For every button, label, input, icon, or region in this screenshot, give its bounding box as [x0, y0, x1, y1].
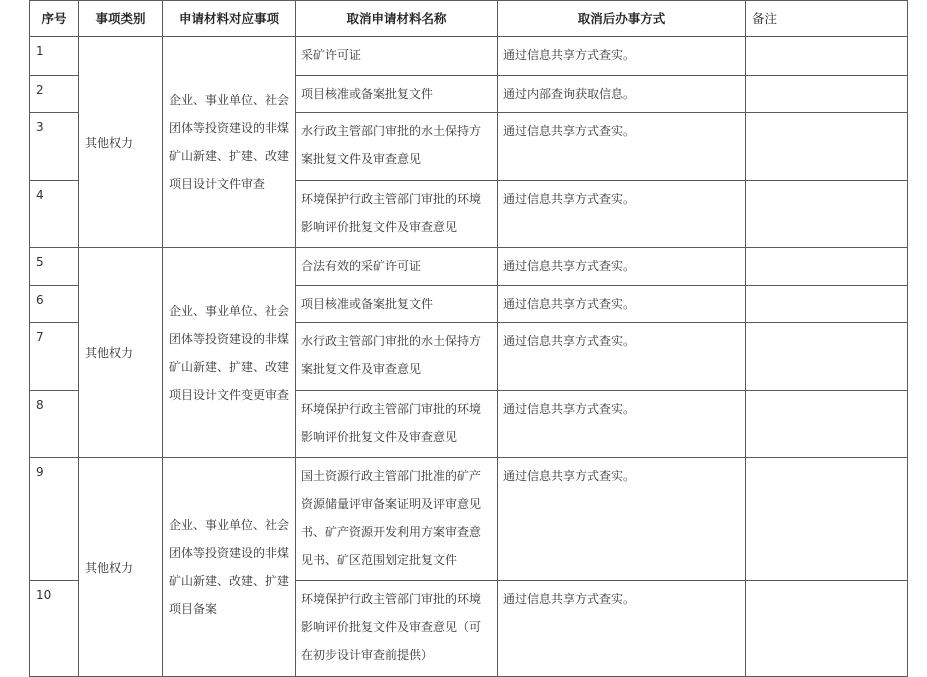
materials-table — [29, 0, 908, 677]
row-material: 环境保护行政主管部门审批的环境影响评价批复文件及审查意见 — [296, 181, 498, 248]
header-matter: 申请材料对应事项 — [163, 1, 296, 37]
row-index: 6 — [30, 286, 79, 323]
table-row — [30, 458, 908, 581]
row-material: 项目核准或备案批复文件 — [296, 286, 498, 323]
row-note — [746, 37, 908, 76]
row-index: 7 — [30, 323, 79, 391]
row-index: 3 — [30, 113, 79, 181]
table-row — [30, 248, 908, 286]
row-method: 通过信息共享方式查实。 — [498, 286, 746, 323]
row-note — [746, 458, 908, 581]
row-method: 通过信息共享方式查实。 — [498, 248, 746, 286]
row-index: 4 — [30, 181, 79, 248]
row-note — [746, 76, 908, 113]
row-note — [746, 391, 908, 458]
row-method: 通过信息共享方式查实。 — [498, 113, 746, 181]
row-method: 通过信息共享方式查实。 — [498, 391, 746, 458]
row-material: 国土资源行政主管部门批准的矿产资源储量评审备案证明及评审意见书、矿产资源开发利用方案审查意见书、矿区范围划定批复文件 — [296, 458, 498, 581]
header-row — [30, 1, 908, 37]
row-method: 通过信息共享方式查实。 — [498, 323, 746, 391]
header-method: 取消后办事方式 — [498, 1, 746, 37]
row-note — [746, 286, 908, 323]
row-note — [746, 248, 908, 286]
row-note — [746, 113, 908, 181]
row-note — [746, 581, 908, 677]
row-material: 合法有效的采矿许可证 — [296, 248, 498, 286]
row-category: 其他权力 — [79, 458, 163, 677]
row-material: 水行政主管部门审批的水土保持方案批复文件及审查意见 — [296, 323, 498, 391]
row-method: 通过信息共享方式查实。 — [498, 581, 746, 677]
row-matter: 企业、事业单位、社会团体等投资建设的非煤矿山新建、扩建、改建项目设计文件变更审查 — [163, 248, 296, 458]
row-material: 环境保护行政主管部门审批的环境影响评价批复文件及审查意见 — [296, 391, 498, 458]
row-material: 环境保护行政主管部门审批的环境影响评价批复文件及审查意见（可在初步设计审查前提供） — [296, 581, 498, 677]
row-category: 其他权力 — [79, 37, 163, 248]
row-method: 通过信息共享方式查实。 — [498, 181, 746, 248]
row-index: 1 — [30, 37, 79, 76]
row-matter: 企业、事业单位、社会团体等投资建设的非煤矿山新建、扩建、改建项目设计文件审查 — [163, 37, 296, 248]
row-index: 10 — [30, 581, 79, 677]
header-index: 序号 — [30, 1, 79, 37]
row-note — [746, 323, 908, 391]
row-method: 通过信息共享方式查实。 — [498, 37, 746, 76]
row-index: 9 — [30, 458, 79, 581]
row-index: 2 — [30, 76, 79, 113]
row-note — [746, 181, 908, 248]
table-row — [30, 37, 908, 76]
row-matter: 企业、事业单位、社会团体等投资建设的非煤矿山新建、改建、扩建项目备案 — [163, 458, 296, 677]
row-method: 通过内部查询获取信息。 — [498, 76, 746, 113]
row-index: 5 — [30, 248, 79, 286]
header-material: 取消申请材料名称 — [296, 1, 498, 37]
row-method: 通过信息共享方式查实。 — [498, 458, 746, 581]
row-material: 采矿许可证 — [296, 37, 498, 76]
row-index: 8 — [30, 391, 79, 458]
row-material: 水行政主管部门审批的水土保持方案批复文件及审查意见 — [296, 113, 498, 181]
row-material: 项目核准或备案批复文件 — [296, 76, 498, 113]
header-note: 备注 — [746, 1, 908, 37]
row-category: 其他权力 — [79, 248, 163, 458]
header-category: 事项类别 — [79, 1, 163, 37]
